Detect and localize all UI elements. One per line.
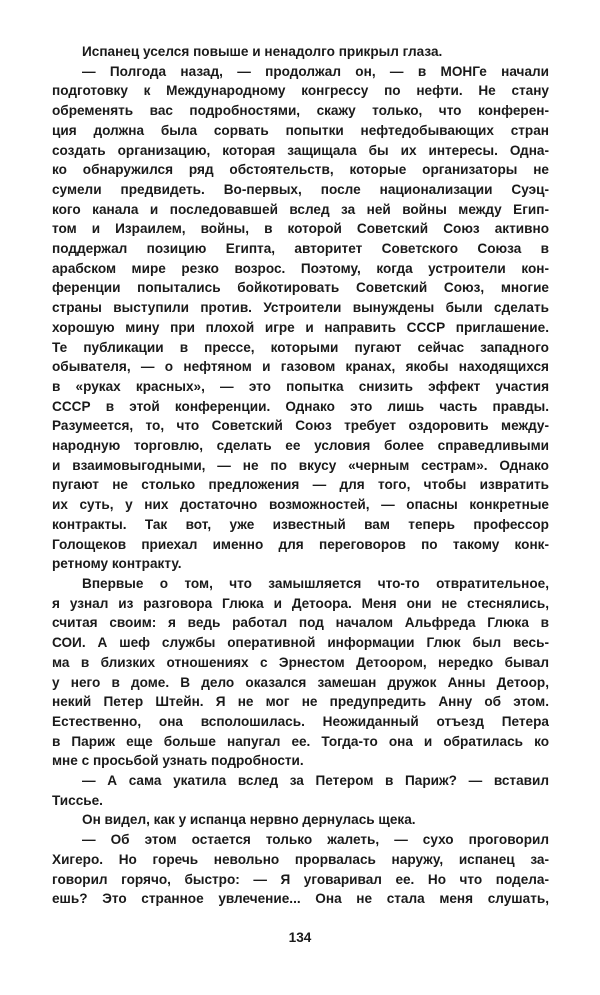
text-line: Голощеков приехал именно для переговоров по такому конк- [52, 536, 549, 552]
text-line: Испанец уселся повыше и ненадолго прикрыл глаза. [82, 44, 443, 59]
book-page-text [52, 42, 549, 909]
text-line: подготовку к Международному конгрессу по нефти. Не стану [52, 83, 549, 99]
text-line: Хигеро. Но горечь невольно прорвалась наружу, испанец за- [52, 851, 549, 867]
text-line: народную торговлю, сделать ее условия более справедливыми [52, 438, 549, 454]
text-line: — А сама укатила вслед за Петером в Париж? — вставил [82, 773, 549, 789]
text-line: — Об этом остается только жалеть, — сухо проговорил [82, 832, 549, 848]
text-line: страны выступили против. Устроители вынуждены были сделать [52, 300, 549, 316]
text-line: СССР в этой конференции. Однако это лишь часть правды. [52, 398, 549, 414]
text-line: создать организацию, которая защищала бы их интересы. Одна- [52, 142, 549, 158]
text-line: ешь? Это странное увлечение... Она не стала меня слушать, [52, 891, 549, 907]
text-line: ко обнаружился ряд обстоятельств, которые организаторы не [52, 162, 549, 178]
text-line: я узнал из разговора Глюка и Детоора. Меня они не стеснялись, [52, 595, 549, 611]
text-line: контракты. Так вот, уже известный вам теперь профессор [52, 516, 549, 532]
text-line: ретному контракту. [52, 556, 182, 572]
text-line: сумели предвидеть. Во-первых, после национализации Суэц- [52, 181, 549, 197]
text-line: некий Петер Штейн. Я не мог не предупредить Анну об этом. [52, 694, 549, 710]
text-line: Он видел, как у испанца нервно дернулась щека. [82, 812, 416, 828]
page-number: 134 [288, 930, 312, 945]
paragraph [52, 574, 549, 771]
text-line: кого канала и последовавшей вслед за ней войны между Егип- [52, 201, 549, 217]
paragraph [52, 771, 549, 810]
text-line: арабском мире резко возрос. Поэтому, когда устроители кон- [52, 260, 549, 276]
text-line: Впервые о том, что замышляется что-то отвратительное, [82, 575, 549, 591]
text-line: ференции попытались бойкотировать Советский Союз, многие [52, 280, 549, 296]
text-line: у него в доме. В дело оказался замешан дружок Анны Детоор, [52, 674, 549, 690]
text-line: поддержал позицию Египта, авторитет Советского Союза в [52, 241, 549, 257]
text-line: считая своим: я ведь работал под началом Альфреда Глюка в [52, 615, 549, 631]
text-line: обывателя, — о нефтяном и газовом кранах, якобы находящихся [52, 359, 549, 375]
text-line: том и Израилем, войны, в которой Советский Союз активно [52, 221, 549, 237]
text-line: СОИ. А шеф службы оперативной информации Глюк был весь- [52, 635, 549, 651]
text-line: Тиссье. [52, 792, 103, 808]
paragraph [52, 62, 549, 574]
text-line: их суть, у них достаточно возможностей, — опасны конкретные [52, 497, 549, 513]
text-line: в «руках красных», — это попытка снизить эффект участия [52, 378, 549, 394]
text-line: мне с просьбой узнать подробности. [52, 753, 304, 769]
paragraph [52, 810, 549, 830]
paragraph [52, 830, 549, 909]
text-line: ма в близких отношениях с Эрнестом Детоором, нередко бывал [52, 654, 549, 670]
text-line: Естественно, она всполошилась. Неожиданный отъезд Петера [52, 713, 549, 729]
text-line: и взаимовыгодными, — не по вкусу «черным сестрам». Однако [52, 457, 549, 473]
text-line: в Париж еще больше напугал ее. Тогда-то она и обратилась ко [52, 733, 549, 749]
text-line: обременять вас подробностями, скажу только, что конферен- [52, 103, 549, 119]
text-line: Разумеется, то, что Советский Союз требует оздоровить между- [52, 418, 549, 434]
paragraph [52, 42, 549, 62]
text-line: пугают не столько предложения — для того, чтобы извратить [52, 477, 549, 493]
text-line: — Полгода назад, — продолжал он, — в МОНГе начали [82, 63, 549, 79]
text-line: ция должна была сорвать попытки нефтедобывающих стран [52, 122, 549, 138]
text-line: Те публикации в прессе, которыми пугают сейчас западного [52, 339, 549, 355]
text-line: хорошую мину при плохой игре и направить СССР приглашение. [52, 319, 549, 335]
text-line: говорил горячо, быстро: — Я уговаривал ее. Но что подела- [52, 871, 549, 887]
